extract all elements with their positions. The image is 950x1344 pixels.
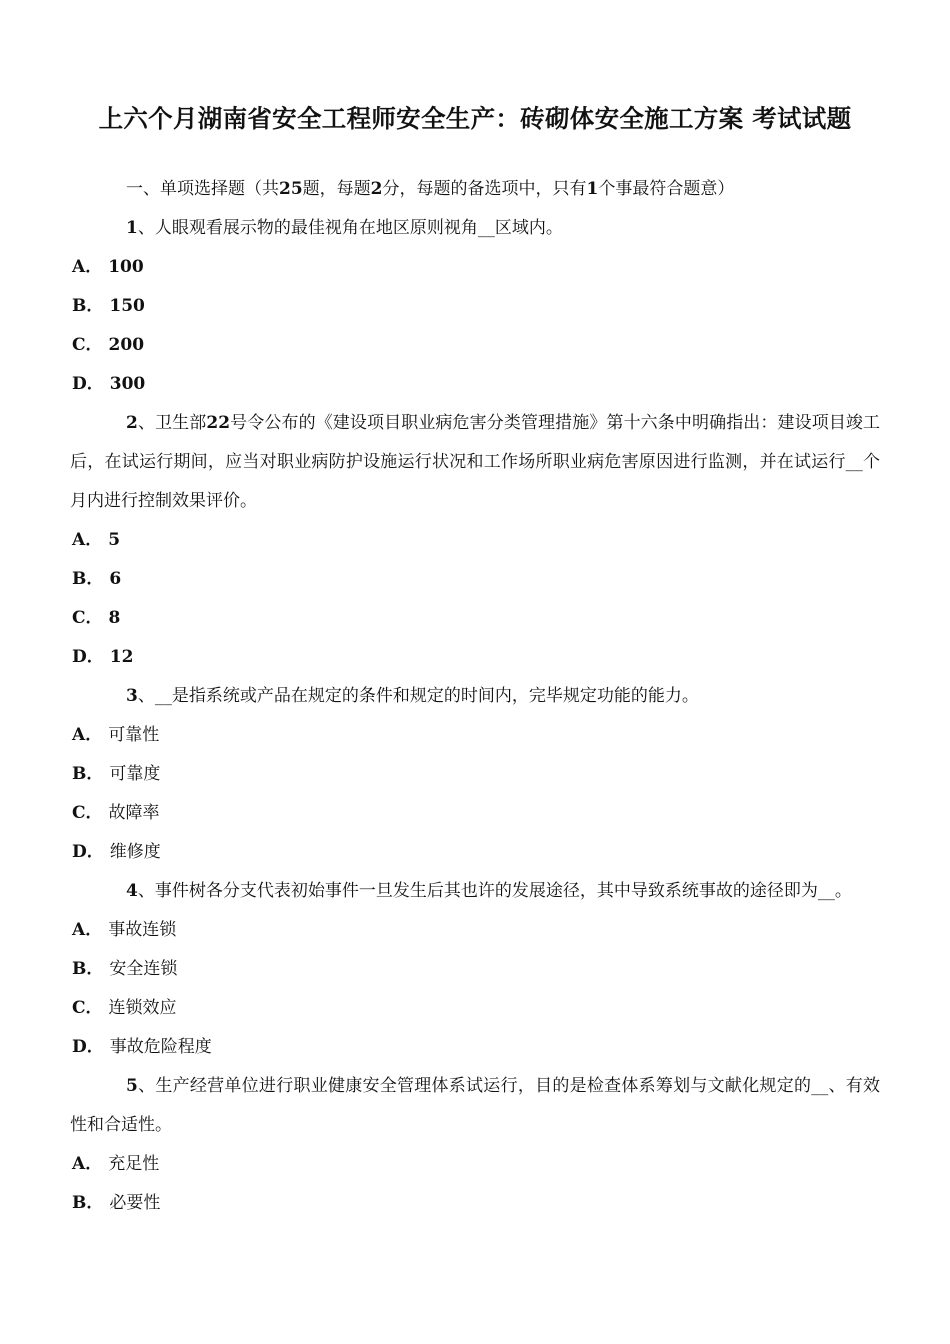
option-label: A．: [72, 530, 103, 550]
option-value: 100: [108, 257, 144, 277]
option-label: D．: [72, 374, 104, 394]
section-points: 2: [370, 179, 383, 199]
question-text: 生产经营单位进行职业健康安全管理体系试运行，目的是检查体系筹划与文献化规定的__、有效性和合适性。: [70, 1076, 881, 1135]
option-label: D．: [72, 1037, 104, 1057]
option-value: 5: [108, 530, 121, 550]
question-text: 事件树各分支代表初始事件一旦发生后其也许的发展途径，其中导致系统事故的途径即为__。: [154, 881, 852, 901]
question-2: [70, 404, 880, 521]
question-number: 3: [126, 686, 138, 706]
option-5b[interactable]: [70, 1184, 880, 1223]
option-2b[interactable]: [70, 560, 880, 599]
option-label: C．: [72, 608, 103, 628]
option-value: 连锁效应: [108, 998, 177, 1018]
question-number: 2: [126, 413, 138, 433]
option-5a[interactable]: [70, 1145, 880, 1184]
question-sep: 、: [137, 413, 156, 433]
option-1c[interactable]: [70, 326, 880, 365]
question-4: [70, 872, 880, 911]
option-value: 8: [108, 608, 121, 628]
option-value: 300: [109, 374, 146, 394]
option-value: 可靠性: [108, 725, 160, 745]
option-value: 必要性: [109, 1193, 161, 1213]
question-text-b: 号令公布的《建设项目职业病危害分类管理措施》第十六条中明确指出：建设项目竣工后，在试运行期间，应当对职业病防护设施运行状况和工作场所职业病危害原因进行监测，并在试运行__个月内进行控制效果评价。: [70, 413, 881, 511]
question-text-num: 22: [206, 413, 231, 433]
option-label: B．: [72, 296, 104, 316]
option-1a[interactable]: [70, 248, 880, 287]
question-text: __是指系统或产品在规定的条件和规定的时间内，完毕规定功能的能力。: [154, 686, 699, 706]
option-1d[interactable]: [70, 365, 880, 404]
option-value: 150: [109, 296, 145, 316]
question-sep: 、: [137, 881, 155, 901]
option-label: A．: [72, 920, 103, 940]
option-label: A．: [72, 1154, 103, 1174]
page-title: 上六个月湖南省安全工程师安全生产：砖砌体安全施工方案 考试试题: [98, 104, 852, 133]
option-3b[interactable]: [70, 755, 880, 794]
option-3a[interactable]: [70, 716, 880, 755]
option-3d[interactable]: [70, 833, 880, 872]
option-4c[interactable]: [70, 989, 880, 1028]
option-value: 事故连锁: [108, 920, 177, 940]
option-1b[interactable]: [70, 287, 880, 326]
question-1: [70, 209, 880, 248]
question-number: 5: [126, 1076, 138, 1096]
option-value: 6: [109, 569, 122, 589]
option-label: D．: [72, 647, 104, 667]
option-label: C．: [72, 803, 103, 823]
question-sep: 、: [137, 686, 155, 706]
section-suffix: 个事最符合题意）: [598, 179, 735, 199]
question-text: 人眼观看展示物的最佳视角在地区原则视角__区域内。: [154, 218, 563, 238]
option-2d[interactable]: [70, 638, 880, 677]
option-value: 故障率: [108, 803, 160, 823]
option-4a[interactable]: [70, 911, 880, 950]
question-5: [70, 1067, 880, 1145]
option-2c[interactable]: [70, 599, 880, 638]
section-count: 25: [279, 179, 303, 199]
option-label: B．: [72, 1193, 104, 1213]
option-value: 安全连锁: [109, 959, 178, 979]
option-label: C．: [72, 998, 103, 1018]
option-4b[interactable]: [70, 950, 880, 989]
option-value: 200: [108, 335, 145, 355]
option-label: B．: [72, 569, 104, 589]
question-sep: 、: [137, 218, 155, 238]
option-3c[interactable]: [70, 794, 880, 833]
question-sep: 、: [137, 1076, 156, 1096]
option-label: A．: [72, 725, 103, 745]
section-mid1: 题，每题: [302, 179, 371, 199]
option-label: C．: [72, 335, 103, 355]
section-one: 1: [586, 179, 599, 199]
section-heading: [70, 170, 880, 209]
option-label: B．: [72, 764, 104, 784]
section-mid2: 分，每题的备选项中，只有: [382, 179, 587, 199]
question-text-a: 卫生部: [155, 413, 207, 433]
question-number: 4: [126, 881, 138, 901]
section-prefix: 一、单项选择题（共: [126, 179, 279, 199]
option-value: 充足性: [108, 1154, 160, 1174]
option-value: 维修度: [109, 842, 161, 862]
question-3: [70, 677, 880, 716]
option-label: A．: [72, 257, 103, 277]
exam-content: [70, 170, 880, 1223]
option-2a[interactable]: [70, 521, 880, 560]
option-4d[interactable]: [70, 1028, 880, 1067]
option-value: 12: [109, 647, 134, 667]
option-value: 事故危险程度: [109, 1037, 212, 1057]
option-value: 可靠度: [109, 764, 161, 784]
question-number: 1: [126, 218, 138, 238]
option-label: D．: [72, 842, 104, 862]
option-label: B．: [72, 959, 104, 979]
